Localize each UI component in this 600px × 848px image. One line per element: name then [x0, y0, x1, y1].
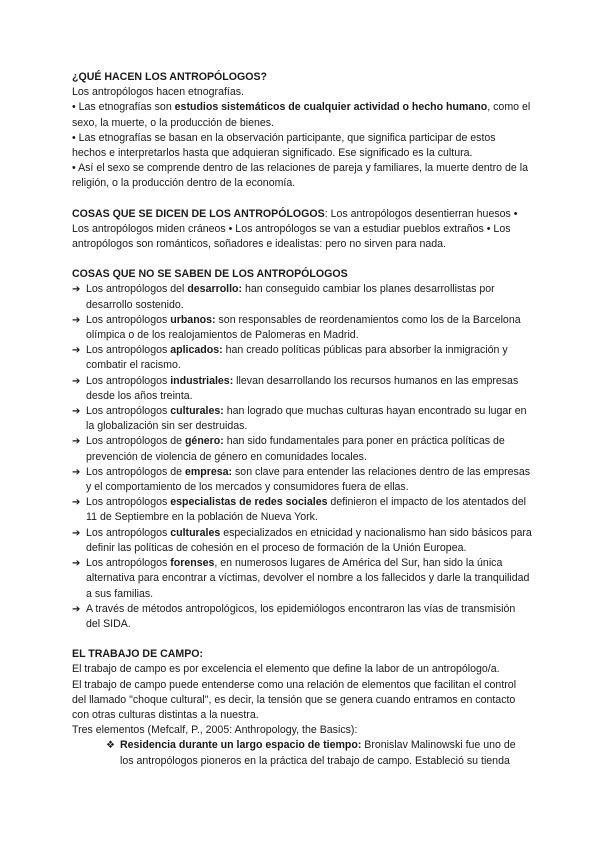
- section-title-que-hacen: ¿QUÉ HACEN LOS ANTROPÓLOGOS?: [72, 71, 268, 83]
- list-item: ❖ Residencia durante un largo espacio de tiempo: Bronislav Malinowski fue uno de los antropólogos pioneros en la práctica del trabajo de campo. Estableció su tienda: [106, 739, 516, 767]
- arrow-icon: ➔: [72, 345, 81, 357]
- list-item: ➔ Los antropólogos del desarrollo: han conseguido cambiar los planes desarrollistas por desarrollo sostenido.: [72, 283, 495, 311]
- bullet-paragraph: • Las etnografías son estudios sistemáticos de cualquier actividad o hecho humano, como el sexo, la muerte, o la producción de bienes.: [72, 101, 531, 129]
- section-title-cosas-que-no-se-saben: COSAS QUE NO SE SABEN DE LOS ANTROPÓLOGOS: [72, 268, 348, 281]
- paragraph-cosas-que-se-dicen: COSAS QUE SE DICEN DE LOS ANTROPÓLOGOS: Los antropólogos desentierran huesos • Los antropólogos miden cráneos • Los antropólogos se van a estudiar pueblos extraños • Los antropólogos son románticos, soñadores e idealistas: pero no sirven para nada.: [72, 207, 518, 251]
- diamond-list: [72, 738, 532, 768]
- list-item: ➔ Los antropólogos urbanos: son responsables de reordenamientos como los de la Barcelona olímpica o de los realojamientos de Palomeras en Madrid.: [72, 313, 521, 342]
- list-item: ➔ Los antropólogos de género: han sido fundamentales para poner en práctica políticas de prevención de violencia de género en comunidades locales.: [72, 435, 505, 463]
- section-title-cosas-que-se-dicen: COSAS QUE SE DICEN DE LOS ANTROPÓLOGOS: [72, 207, 325, 220]
- list-item: ➔ Los antropólogos forenses, en numerosos lugares de América del Sur, han sido la única alternativa para encontrar a víctimas, devolver el nombre a los fallecidos y darle la tranquilidad a sus familias.: [72, 557, 530, 600]
- arrow-icon: ➔: [72, 497, 81, 509]
- list-item: ➔ Los antropólogos especialistas de redes sociales definieron el impacto de los atentados del 11 de Septiembre en la población de Nueva York.: [72, 496, 526, 524]
- paragraph-intro: Los antropólogos hacen etnografías.: [72, 86, 244, 99]
- arrow-icon: ➔: [72, 314, 81, 326]
- arrow-icon: ➔: [72, 466, 81, 478]
- section-title-trabajo-de-campo: EL TRABAJO DE CAMPO:: [72, 648, 204, 661]
- list-item: ➔ Los antropólogos industriales: llevan desarrollando los recursos humanos en las empresas desde los años treinta.: [72, 374, 519, 402]
- bullet-paragraph: • Así el sexo se comprende dentro de las relaciones de pareja y familiares, la muerte dentro de la religión, o la producción dentro de la economía.: [72, 162, 528, 190]
- paragraph: El trabajo de campo es por excelencia el elemento que define la labor de un antropólogo/a.: [72, 663, 500, 676]
- arrow-icon: ➔: [72, 603, 81, 615]
- paragraph: Tres elementos (Mefcalf, P., 2005: Anthropology, the Basics):: [72, 724, 358, 737]
- diamond-bullet-icon: ❖: [106, 740, 115, 752]
- arrow-icon: ➔: [72, 436, 81, 448]
- document-page: [72, 70, 532, 769]
- bullet-paragraph: • Las etnografías se basan en la observación participante, que significa participar de estos hechos e interpretarlos hasta que adquieran significado. Ese significado es la cultura.: [72, 131, 496, 160]
- list-item: ➔ Los antropólogos aplicados: han creado políticas públicas para absorber la inmigración y combatir el racismo.: [72, 344, 508, 372]
- arrow-icon: ➔: [72, 375, 81, 387]
- list-item: ➔ Los antropólogos culturales: han logrado que muchas culturas hayan encontrado su lugar en la globalización sin ser destruidas.: [72, 405, 527, 433]
- arrow-icon: ➔: [72, 558, 81, 570]
- arrow-icon: ➔: [72, 284, 81, 296]
- arrow-icon: ➔: [72, 406, 81, 418]
- list-item: ➔ Los antropólogos de empresa: son clave para entender las relaciones dentro de las empresas y el comportamiento de los mercados y consumidores fuera de ellas.: [72, 465, 531, 494]
- arrow-list: [72, 282, 532, 632]
- list-item: ➔ Los antropólogos culturales especializados en etnicidad y nacionalismo han sido básicos para definir las políticas de cohesión en el proceso de formación de la Unión Europea.: [72, 526, 532, 554]
- arrow-icon: ➔: [72, 527, 81, 539]
- paragraph: El trabajo de campo puede entenderse como una relación de elementos que facilitan el control del llamado "choque cultural", es decir, la tensión que se genera cuando entramos en contacto con otras culturas distintas a la nuestra.: [72, 678, 517, 721]
- list-item: ➔ A través de métodos antropológicos, los epidemiólogos encontraron las vías de transmisión del SIDA.: [72, 602, 516, 630]
